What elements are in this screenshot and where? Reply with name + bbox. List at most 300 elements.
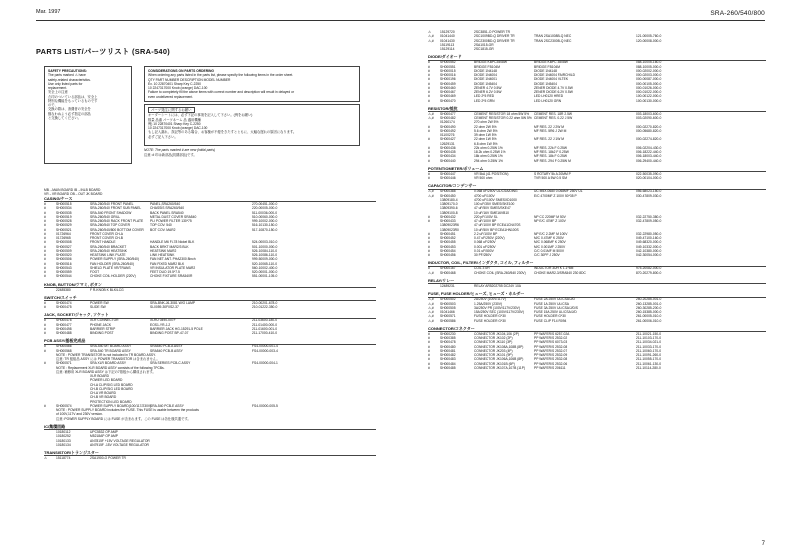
part-no-cell: NOTE : POWER SUPPLY BOARD includes the FUSE. This FUSE is usable between the products <box>56 408 199 413</box>
alt-part-no-cell: 032-47809-050-0 <box>636 219 662 224</box>
mark-cell: # <box>428 94 430 99</box>
description-cell: SRA XLR BOARD ASSY <box>90 361 127 366</box>
section-title: RELAY/リレー <box>428 277 455 283</box>
part-no-cell: SH000230 <box>440 331 456 336</box>
description-cell: CONNECTOR JK106A,106B (8P) <box>474 357 524 362</box>
alt-part-no-cell: 211-10055-170-0 <box>636 357 662 362</box>
new-parts-note-jp: 注意: # 印は新部品(初期部品)です。 <box>144 153 197 157</box>
description-cell: 22 ohm 1W 5% <box>474 137 497 142</box>
alt-description-cell: BACK PANEL SRA540 <box>150 210 184 215</box>
parts-section <box>428 279 766 288</box>
alt-description-cell: ZENER DIODE 6.2V 0.5W <box>534 90 573 95</box>
mark-cell: # <box>428 266 430 271</box>
part-no-cell: SH000451 <box>440 231 456 236</box>
alt-description-cell: CHASSIS SRA260/540 <box>150 206 185 211</box>
alt-part-no-cell: 520-00001-000-0 <box>252 270 278 275</box>
description-cell: CONNECTOR JK107A,107B (11P) <box>474 365 525 370</box>
alt-description-cell: XLRU 0490-007F <box>150 318 176 323</box>
part-no-cell: SH000453 <box>440 244 456 249</box>
part-no-cell: SH000492 <box>440 128 456 133</box>
safety-box <box>44 66 132 164</box>
part-no-cell: 13809390-6 <box>440 206 458 211</box>
description-cell: LED 2*5 GRN <box>474 98 495 103</box>
mark-cell: ⚠,# <box>428 111 434 116</box>
alt-part-no-cell: 220-00005-000-0 <box>252 206 278 211</box>
alt-part-no-cell: 560-10002-400-0 <box>252 265 278 270</box>
alt-part-no-cell: 211-10091-260-0 <box>636 353 662 358</box>
description-cell: SRA-260/540 RACK FRONT PLATE <box>90 219 144 224</box>
part-no-cell: SH000528 <box>56 219 72 224</box>
alt-part-no-cell: 100-00122-000-0 <box>636 94 662 99</box>
mark-cell: ⚠,# <box>428 305 434 310</box>
description-cell: ZENER 6.2V 0.5W <box>474 90 502 95</box>
alt-part-no-cell: 261-00005-010-0 <box>636 314 662 319</box>
section-title: DIODE/ダイオード <box>428 54 462 60</box>
alt-description-cell: NP CC 220MF M 50V <box>534 214 566 219</box>
part-no-cell: SH000481 <box>440 348 456 353</box>
description-cell: 2SA1900-O POWER TR <box>90 456 126 461</box>
description-cell: XLR CONNECTOR <box>90 318 119 323</box>
alt-part-no-cell: 870-20279-800-0 <box>636 270 662 275</box>
mark-cell: # <box>44 202 46 207</box>
alt-description-cell: DIODE 1N4004 FAIRCHILD <box>534 73 576 78</box>
alt-part-no-cell: 211-01600-001-0 <box>252 326 278 331</box>
description-cell: CONNECTOR JK203 (4P) <box>474 348 513 353</box>
mark-cell: # <box>44 361 46 366</box>
alt-description-cell: PP WAFER/S 2532-08 <box>534 344 568 349</box>
part-no-cell: SH000167 <box>440 266 456 271</box>
alt-part-no-cell: 516-10130-150-0 <box>252 223 278 228</box>
section-title: INDUCTOR, COIL, FILTER/インダクタ, コイル, フィルター <box>428 260 534 266</box>
description-cell: 0.068 uF/250V <box>474 240 496 245</box>
note-line: QTY PART NUMBER DESCRIPTION MODEL NUMBER <box>148 77 231 82</box>
section-title: CASING/ケース <box>44 196 73 201</box>
description-cell: LED 2*5 RED <box>474 94 495 99</box>
parts-section <box>44 339 376 421</box>
part-no-cell: 10180252 <box>56 434 71 439</box>
parts-section <box>428 327 766 370</box>
remark-cell <box>578 176 636 180</box>
description-cell: AN7815F +15V VOLTAGE REGULATOR <box>90 438 150 443</box>
alt-part-no-cell: 501-10000-000-0 <box>252 244 278 249</box>
alt-part-no-cell: 000-00087-000-0 <box>636 77 662 82</box>
part-no-cell: SH000498 <box>56 326 72 331</box>
description-cell: 6.8 ohm 1W 5% <box>474 141 498 146</box>
section-title: FUSE, FUSE HOLDER/ヒューズ, ヒューズ・ホルダー <box>428 291 525 297</box>
alt-description-cell <box>150 456 194 460</box>
part-no-cell: 13809023R6 <box>440 223 459 228</box>
part-no-cell: SH000490 <box>440 124 456 129</box>
alt-part-no-cell: 211-03600-180-0 <box>252 318 278 323</box>
mark-cell <box>44 288 56 292</box>
part-no-cell: SH000478 <box>440 340 456 345</box>
description-cell: 0.01 uF/500V <box>474 248 494 253</box>
part-no-cell: 01260174 <box>440 120 455 125</box>
mark-cell: # <box>428 214 430 219</box>
remark-cell <box>578 366 636 370</box>
remark-cell <box>194 456 252 460</box>
alt-description-cell: BRIDGE FB104M <box>534 64 561 69</box>
part-no-cell: SH000508 <box>56 240 72 245</box>
parts-section <box>44 197 376 279</box>
description-cell: DIODE 1N4001 <box>474 77 497 82</box>
description-cell: FRONT HANDLE <box>90 240 116 245</box>
mark-cell: # <box>428 68 430 73</box>
alt-part-no-cell: FS4-00000-001-4 <box>252 344 278 349</box>
mark-cell: # <box>44 223 46 228</box>
part-no-cell: 15119113 <box>440 42 455 47</box>
mark-cell: # <box>428 348 430 353</box>
safety-lines <box>48 73 128 120</box>
section-title: SWITCH/スイッチ <box>44 294 77 300</box>
mark-cell: # <box>44 318 46 323</box>
mark-cell: # <box>44 348 46 353</box>
alt-part-no-cell: 003-02090-600-0 <box>636 116 662 121</box>
alt-description-cell: CEMENT RES. 0.22 J 5W <box>534 116 573 121</box>
mark-cell: # <box>44 206 46 211</box>
mark-cell: # <box>428 253 430 258</box>
alt-description-cell: BRIDGE KBPC 3508W <box>534 60 568 65</box>
new-parts-note: NOTE: The parts marked # are new (initial parts) <box>144 148 216 152</box>
mark-cell: # <box>428 124 430 129</box>
table-row <box>428 99 766 103</box>
table-row <box>44 288 376 292</box>
alt-description-cell: M/C 0.47MF K 250V <box>534 236 564 241</box>
part-no-cell: SH000196 <box>440 77 456 82</box>
part-no-cell: SH000016 <box>440 73 456 78</box>
alt-part-no-cell: 260-13285-001-0 <box>636 301 662 306</box>
alt-part-no-cell: 049-47100-160-0 <box>636 236 662 241</box>
part-no-cell: SH000459 <box>440 81 456 86</box>
alt-part-no-cell: 261-00006-010-0 <box>636 318 662 323</box>
mark-cell: # <box>44 300 46 305</box>
part-no-cell: SH000452 <box>440 236 456 241</box>
alt-part-no-cell: 211-10114-280-0 <box>636 365 661 370</box>
part-no-cell: SH000456 <box>440 253 456 258</box>
alt-description-cell: PP WAFER/S 2532-08 <box>534 357 568 362</box>
mark-cell: ⚠,# <box>428 38 434 43</box>
alt-part-no-cell: 211-10021-150-0 <box>636 331 662 336</box>
description-cell: FAN HOLDER (SRA-260/540) <box>90 261 134 266</box>
mark-cell: # <box>44 257 46 262</box>
alt-description-cell: FUSE 2A 250V UL/CSA/J/D <box>534 297 575 302</box>
alt-part-no-cell: 042-30054-000-0 <box>636 253 662 258</box>
part-no-cell: SH000509 <box>56 248 72 253</box>
description-cell: CEMENT RESISTOR 0.22 ohm 5W 5% <box>474 116 532 121</box>
mark-cell: ⚠ <box>428 30 431 34</box>
part-no-cell: SH000571 <box>440 314 456 319</box>
mark-cell: # <box>44 244 46 249</box>
alt-description-cell: PP WAFER/S 2532-02 <box>534 336 568 341</box>
description-cell: CHOKE COIL HOLDER (220V) <box>90 274 136 279</box>
description-cell: SRA-540 FRONT SHADOW <box>90 210 132 215</box>
alt-description-cell: SRA-540 PCB-E ASSY <box>150 403 184 408</box>
note-line: 必ずご記入下さい。 <box>148 134 178 139</box>
table-row <box>44 443 376 447</box>
description-cell: 1.25A/250V (230V) <box>474 301 503 306</box>
part-no-cell: SH000015 <box>440 68 456 73</box>
note-line: 例) 10 22870401 Sharp Key C-2250 <box>148 121 201 126</box>
alt-description-cell: NP E/C 47MF Z 100V <box>534 219 566 224</box>
alt-description-cell: M/C 0.068MF K 250V <box>534 240 566 245</box>
description-cell: CONNECTOR JK108A,108B (8P) <box>474 344 524 349</box>
note-line: もし記入漏れ、誤記等のある場合、お客様が不便をきたすとともに、大幅な遅れの原因になります。 <box>148 130 297 135</box>
alt-description-cell: PANEL,SRA260/540 <box>150 202 181 207</box>
alt-part-no-cell: 270-00451-000-0 <box>252 202 278 207</box>
considerations-label: CONSIDERATIONS ON PARTS ORDERING <box>148 69 215 73</box>
section-title: CONNECTOR/コネクター <box>428 325 475 331</box>
table-row <box>428 319 766 323</box>
mark-cell: ⚠,# <box>428 310 434 315</box>
mark-cell: ⚠,# <box>428 301 434 306</box>
note-line: 安全上の注意 <box>48 90 68 95</box>
parts-section <box>44 313 376 335</box>
mark-cell: # <box>44 331 46 336</box>
mark-cell: # <box>428 60 430 65</box>
alt-description-cell: MF RES. 5R6 J 2W M <box>534 128 567 133</box>
parts-section <box>428 292 766 323</box>
description-cell: XLR BOARD <box>90 374 110 379</box>
mark-cell: # <box>44 261 46 266</box>
part-no-cell: SH000474 <box>56 300 72 305</box>
description-cell: AN7915F -15V VOLTAGE REGULATOR <box>90 442 149 447</box>
description-cell: DIODE 1N4004 <box>474 73 497 78</box>
description-cell: BRIDGE KBPC3508W <box>474 60 507 65</box>
alt-part-no-cell <box>252 443 292 447</box>
part-no-cell: 注意: TR 板組品 ASSY には POWER TRANSISTOR は含まれません。 <box>56 357 160 362</box>
description-cell: CHOKE COIL (SRA-260/540 230V) <box>474 270 526 275</box>
table-row <box>428 271 766 275</box>
remark-cell <box>578 253 636 257</box>
description-cell: 0.001 uF/250V <box>474 244 496 249</box>
description-cell: SHIELD PLATE VR/TRANS <box>90 265 131 270</box>
alt-part-no-cell: 000-02274-820-0 <box>636 137 662 142</box>
part-no-cell: 10180133 <box>56 438 71 443</box>
mark-cell: # <box>428 353 430 358</box>
alt-part-no-cell: 088-10005-000-0 <box>636 64 662 69</box>
part-no-cell: SH000455 <box>440 240 456 245</box>
description-cell: SRA-260/540 FRONT SUB PANEL <box>90 206 142 211</box>
alt-description-cell: PP WAFER/S 2532-07 <box>534 348 568 353</box>
part-no-cell: SH000436 <box>440 145 456 150</box>
description-cell: 2SC1815-GR <box>474 47 494 51</box>
description-cell: M5218AP OP AMP <box>90 434 118 439</box>
description-cell: SRA-540 MT BOARD ASSY <box>90 344 132 349</box>
part-no-cell: SH000502 <box>440 297 456 302</box>
alt-description-cell: LED LH0120 HRED <box>534 94 564 99</box>
legend-line: MB→MAIN BOARD IB→INLB BOARD <box>44 188 101 192</box>
alt-part-no-cell: 006-18003-440-0 <box>636 154 662 159</box>
description-cell: 18k ohm 0.25W 1% <box>474 154 503 159</box>
part-no-cell: SH000515 <box>56 202 72 207</box>
part-no-cell: SH000503 <box>440 301 456 306</box>
alt-part-no-cell: 210-00201-678-0 <box>252 300 278 305</box>
safety-label: SAFETY PRECAUTIONS: <box>48 69 87 73</box>
parts-section <box>428 107 766 163</box>
alt-part-no-cell: 260-30285-200-0 <box>636 305 662 310</box>
part-no-cell: 12489231 <box>440 284 455 289</box>
part-no-cell: SH000485 <box>440 365 456 370</box>
parts-section <box>44 451 376 460</box>
mark-cell <box>44 443 56 447</box>
table-row <box>428 284 766 288</box>
alt-description-cell: PP WAFER/S 206111 <box>534 365 566 370</box>
alt-description-cell: DIODE 1N4148 <box>534 68 557 73</box>
part-no-cell: 10180134 <box>56 442 71 447</box>
alt-part-no-cell: 006-18222-440-0 <box>636 150 662 155</box>
parts-section <box>428 167 766 181</box>
alt-description-cell: TVR 500 A 5W 0.5 SM <box>534 176 567 181</box>
part-no-cell: 注意: POWER SUPPLY BOARD には FUSE が含まれます。この FUSE は各仕様共通です。 <box>56 416 191 421</box>
mark-cell: # <box>428 240 430 245</box>
mark-cell: # <box>428 361 430 366</box>
alt-description-cell: LED LH0120 GRN <box>534 98 562 103</box>
part-no-cell: 01100276 <box>440 133 455 138</box>
alt-description-cell: METAL DUST COVER SRA540 <box>150 214 197 219</box>
mark-cell: # <box>44 214 46 219</box>
part-no-cell: SH000477 <box>440 111 456 116</box>
mark-cell: # <box>44 326 46 331</box>
part-no-cell: 15129114 <box>440 47 455 51</box>
remark-cell <box>194 443 252 447</box>
part-no-cell: SH000468 <box>440 270 456 275</box>
description-cell: 39 ohm 1W 5% <box>474 133 497 138</box>
part-no-cell: 01041466 <box>440 310 455 315</box>
alt-description-cell: BACK BRKT MAR2/3 BLK <box>150 244 189 249</box>
mark-cell: # <box>44 403 46 408</box>
part-no-cell: SH000551 <box>440 64 456 69</box>
alt-description-cell: SL0059-30F0S2-37 <box>150 305 179 310</box>
description-cell: HEATSINK LINK PLATE <box>90 253 126 258</box>
description-cell: SRA-260/540 BRACKET <box>90 244 127 249</box>
parts-column-left <box>44 197 376 460</box>
note-line: When ordering any parts listed in the parts list, please specify the following items in the order sheet. <box>148 73 294 78</box>
alt-part-no-cell: FS4-00000-003-4 <box>252 348 278 353</box>
part-no-cell: 01041430 <box>440 38 455 43</box>
alt-part-no-cell: 211-10103-170-0 <box>636 336 662 341</box>
mark-cell: ⚠,# <box>428 189 434 194</box>
alt-description-cell <box>150 443 194 447</box>
description-cell: FUSE HOLDER G*30 <box>474 318 506 323</box>
description-cell: SLIDE SW <box>90 305 106 310</box>
alt-part-no-cell: 022-50035-090-0 <box>636 171 662 176</box>
description-cell: 22 ohm 2W 5% <box>474 124 497 129</box>
description-cell: 47 uF/50V SMES/SKE47 <box>474 206 511 211</box>
alt-part-no-cell: 000-00105-000-0 <box>636 81 662 86</box>
mark-cell: # <box>44 227 46 232</box>
mark-cell: # <box>428 145 430 150</box>
alt-description-cell: MF RES. 22 J 1W M <box>534 137 565 142</box>
alt-part-no-cell: 211-01400-000-0 <box>252 322 278 327</box>
alt-part-no-cell: 049-68320-000-0 <box>636 240 662 245</box>
part-no-cell: SH000435 <box>440 150 456 155</box>
description-cell: FOOT <box>90 270 100 275</box>
alt-part-no-cell: 000-01022-000-0 <box>636 90 662 95</box>
mark-cell: # <box>428 90 430 95</box>
part-no-cell: SH000469 <box>440 94 456 99</box>
note-line: Ex. 10 22870401 Sharp Key C-2250 <box>148 81 201 86</box>
alt-part-no-cell: 020-00104-000-0 <box>636 176 662 181</box>
section-title: RESISTOR/抵抗 <box>428 105 458 111</box>
note-line: と交換してください。 <box>48 115 81 120</box>
description-cell: 100 uF/35V SMES/SKE100 <box>474 202 515 207</box>
part-no-cell: 13809180-4 <box>440 197 458 202</box>
alt-part-no-cell: 260-15385-000-0 <box>636 310 662 315</box>
parts-section <box>44 283 376 292</box>
alt-part-no-cell: 042-10380-000-0 <box>636 248 662 253</box>
section-title: IC/集積回路 <box>44 423 66 429</box>
description-cell: 270 ohm 2W 5% <box>474 120 499 125</box>
mark-cell: # <box>44 344 46 349</box>
part-no-cell: SH000432 <box>440 214 456 219</box>
description-cell: CH-A CLIP/SIG LED BOARD <box>90 382 133 387</box>
part-no-cell: SH000427 <box>440 137 456 142</box>
alt-part-no-cell: 006-02204-430-0 <box>636 145 662 150</box>
description-cell: CONNECTOR JK104,106 (2P) <box>474 331 520 336</box>
remark-cell <box>578 159 636 163</box>
mark-cell: # <box>428 128 430 133</box>
description-cell: CH-B CLIP/SIG LED BOARD <box>90 386 133 391</box>
description-cell: FUSE HOLDER G*30 <box>474 314 506 319</box>
alt-part-no-cell: 526-10086-110-0 <box>252 253 278 258</box>
considerations-jp-lines <box>148 113 356 139</box>
section-title: CAPACITOR/コンデンサー <box>428 183 477 189</box>
alt-description-cell: CHOKE MAR2-3/SRA540 230 8DC <box>534 270 586 275</box>
part-no-cell: SH000527 <box>56 244 72 249</box>
alt-part-no-cell: 211-10060-170-0 <box>636 348 662 353</box>
description-cell: DIODE 1N5404 <box>474 81 497 86</box>
note-line: Use only listed parts for <box>48 81 83 86</box>
description-cell: CH-A VR BOARD <box>90 391 117 396</box>
description-cell: POWER SUPPLY BOARD(100/117/230V) <box>90 403 152 408</box>
note-line: ので、 <box>48 103 58 107</box>
parts-section <box>428 184 766 257</box>
header-date: Mar. 1997 <box>36 9 61 15</box>
considerations-lines <box>148 73 356 99</box>
mark-cell: # <box>44 240 46 245</box>
alt-description-cell: FEET DUO 19.5*7.5 <box>150 270 180 275</box>
part-no-cell: SH000552 <box>440 60 456 65</box>
alt-description-cell: BARRIER JACK HG-15291-5 POLE <box>150 326 203 331</box>
mark-cell <box>44 417 56 421</box>
alt-description-cell: SRA SERIES PCB-C ASSY <box>150 361 191 366</box>
part-no-cell: 13809100-8 <box>440 210 458 215</box>
part-no-cell: 注意: 補修用 XLR BOARD ASSY は下記の7基板から構成されます。 <box>56 369 156 374</box>
description-cell: CONNECTOR JK101 (9P) <box>474 353 513 358</box>
description-cell: 0.068 uF/250V UL/CSA/DING <box>474 189 518 194</box>
mark-cell: ⚠,# <box>428 318 434 323</box>
alt-description-cell: PLI POWER FILTER 130*75 <box>150 219 192 224</box>
description-cell: BRIDGE FB104M <box>474 64 501 69</box>
alt-description-cell: S ROTARY 5k A 20MM P <box>534 171 571 176</box>
part-no-cell: 10180112 <box>56 430 71 435</box>
part-no-cell: SH000559 <box>56 270 72 275</box>
note-line: 交換の際は、消費者の安全を <box>48 107 91 112</box>
mark-cell: # <box>428 219 430 224</box>
part-no-cell: SH000506 <box>56 257 72 262</box>
alt-description-cell: DIODE 1N4004 VLTEK <box>534 77 569 82</box>
remark-cell <box>578 99 636 103</box>
alt-part-no-cell: 000-01026-000-0 <box>636 85 662 90</box>
alt-part-no-cell: 211-10034-021-0 <box>636 340 662 345</box>
remark-cell <box>578 319 636 323</box>
part-no-cell: 13809023R0 <box>440 227 459 232</box>
description-cell: 2.2 uF/100V BP <box>474 231 498 236</box>
mark-cell: # <box>428 357 430 362</box>
alt-part-no-cell: 121-00005-760-0 <box>636 34 662 39</box>
table-row <box>428 253 766 257</box>
mark-cell: # <box>44 210 46 215</box>
